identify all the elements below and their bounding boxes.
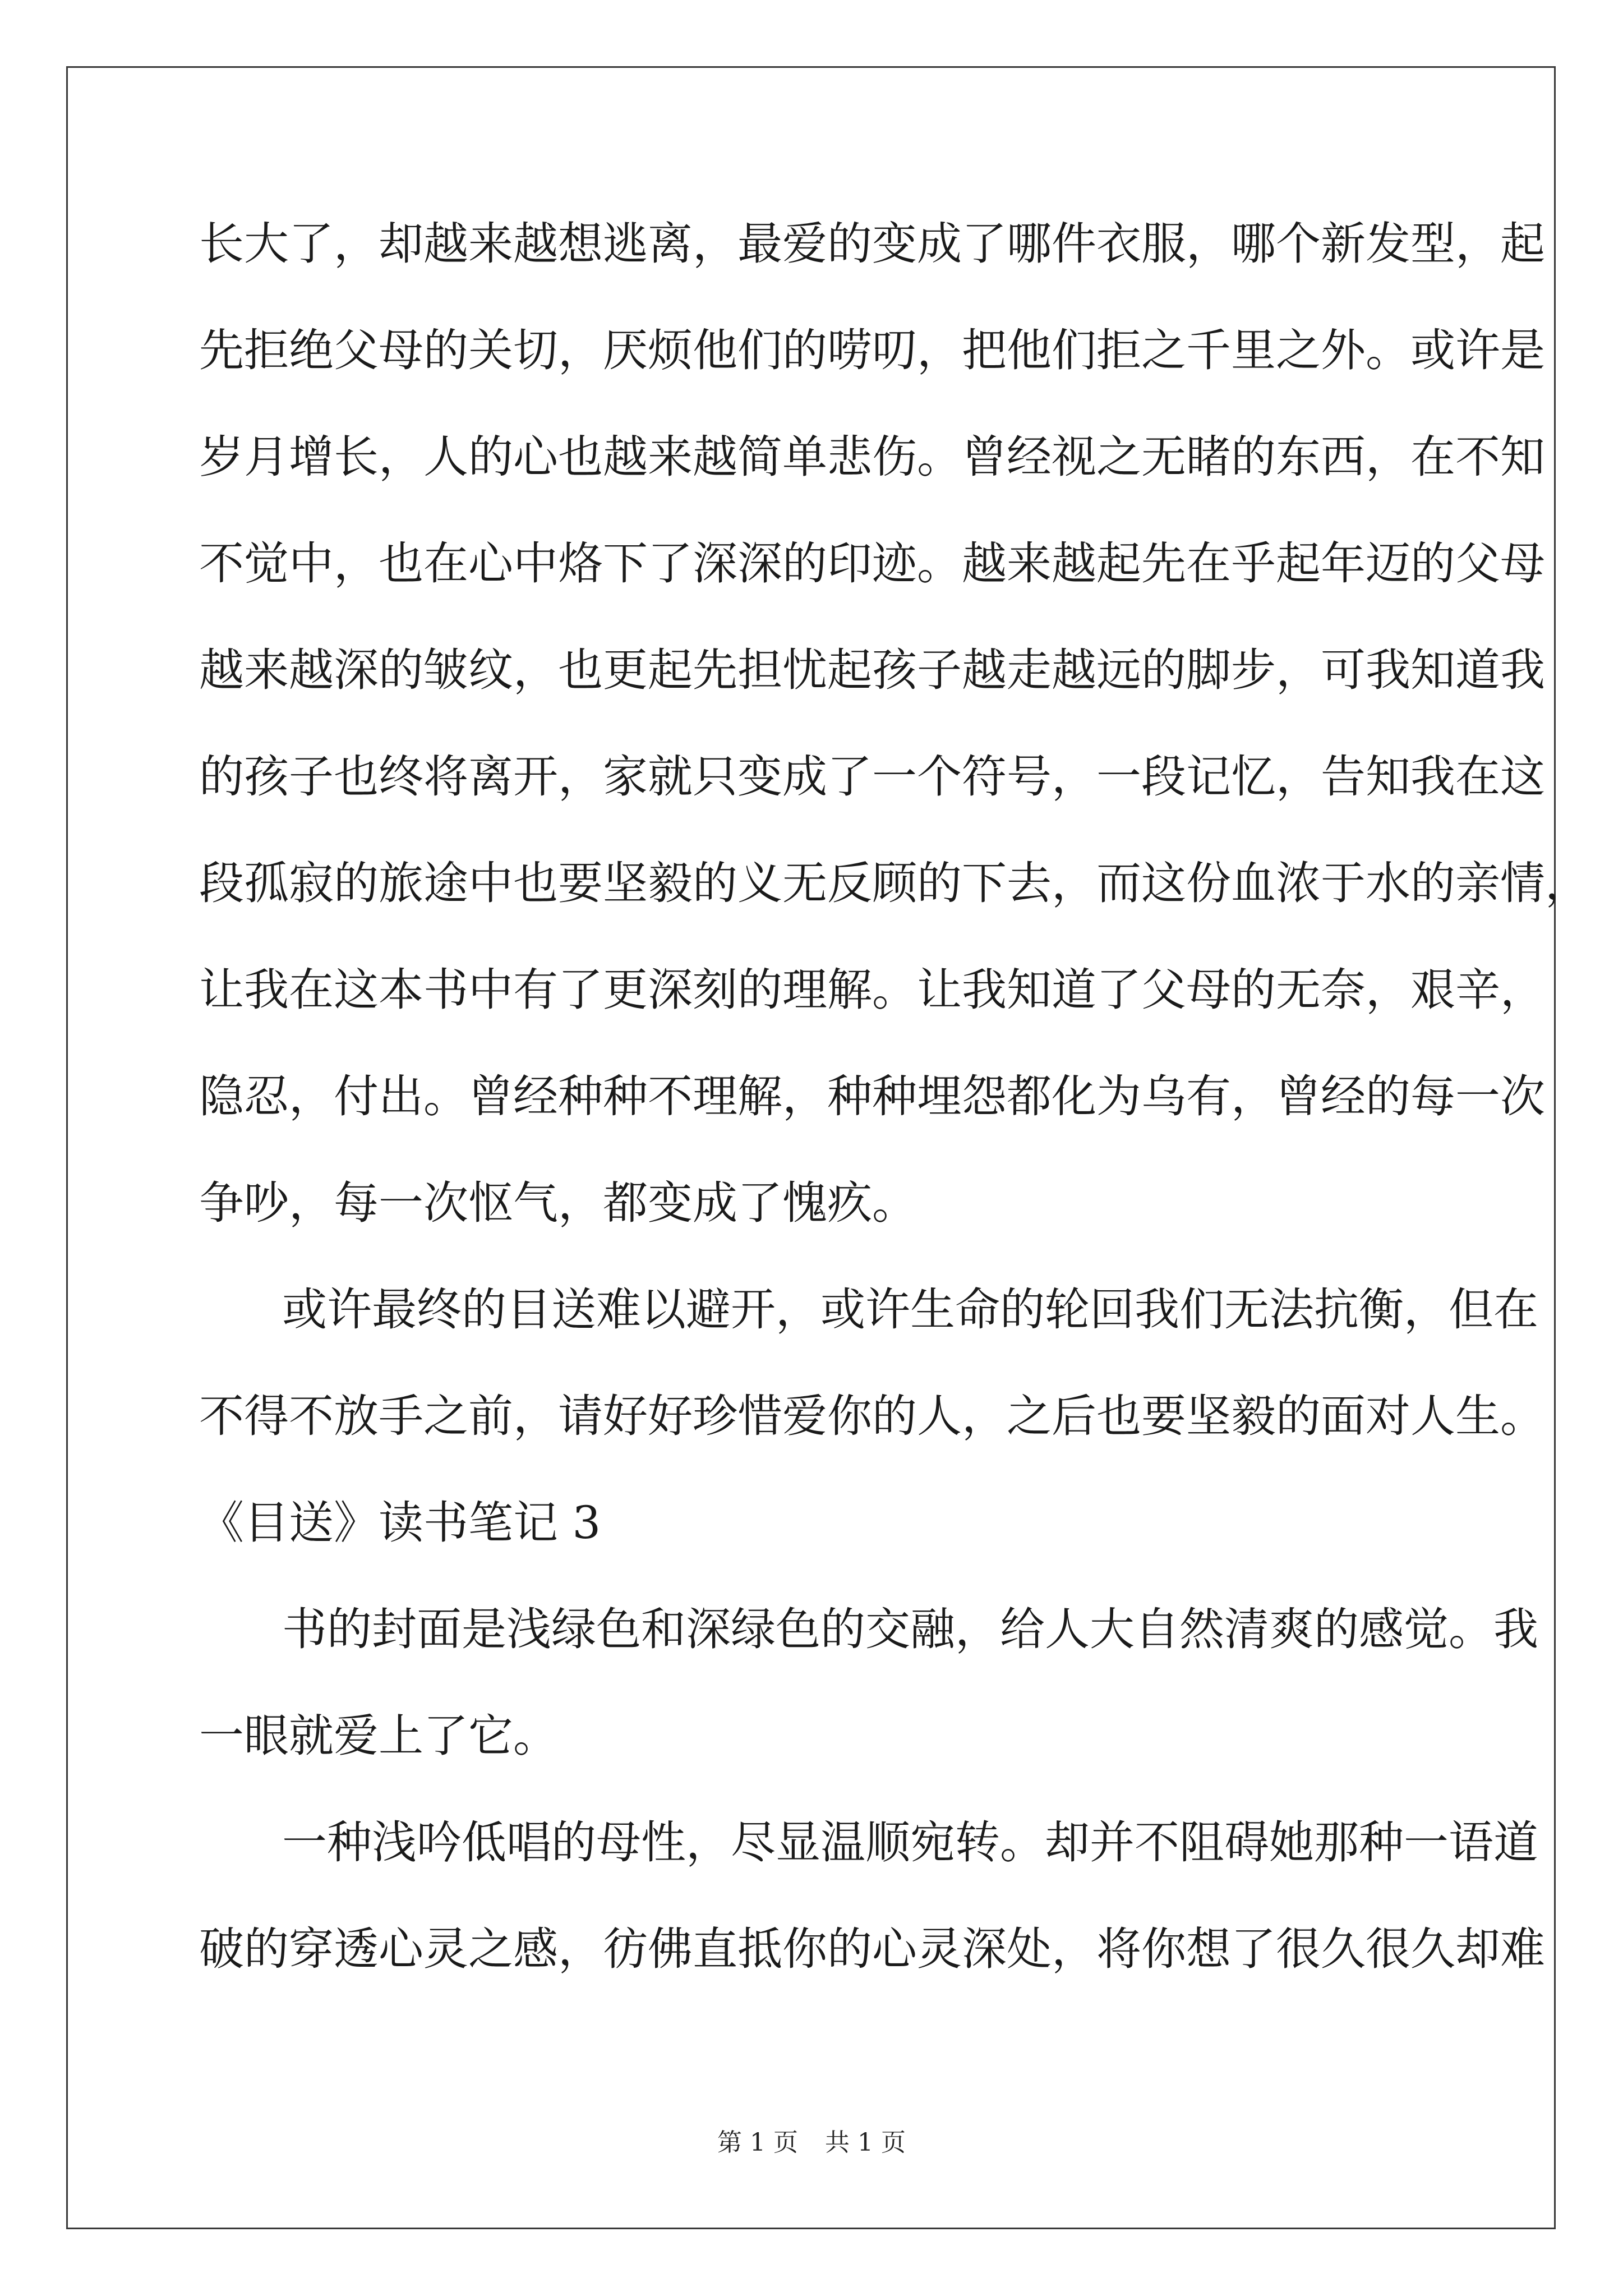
text-line-3: 岁月增长，人的心也越来越简单悲伤。曾经视之无睹的东西，在不知 — [199, 431, 1545, 483]
document-body — [199, 213, 1590, 2025]
text-line-14: 书的封面是浅绿色和深绿色的交融，给人大自然清爽的感觉。我 — [282, 1603, 1538, 1655]
text-line-6: 的孩子也终将离开，家就只变成了一个符号，一段记忆，告知我在这 — [199, 751, 1545, 803]
text-line-2: 先拒绝父母的关切，厌烦他们的唠叨，把他们拒之千里之外。或许是 — [199, 324, 1545, 376]
text-line-16: 一种浅吟低唱的母性，尽显温顺宛转。却并不阻碍她那种一语道 — [282, 1816, 1538, 1869]
page-footer — [0, 2126, 1623, 2160]
text-line-9: 隐忍，付出。曾经种种不理解，种种埋怨都化为乌有，曾经的每一次 — [199, 1070, 1545, 1122]
text-line-5: 越来越深的皱纹，也更起先担忧起孩子越走越远的脚步，可我知道我 — [199, 644, 1545, 696]
text-line-12: 不得不放手之前，请好好珍惜爱你的人，之后也要坚毅的面对人生。 — [199, 1390, 1545, 1442]
section-heading: 《目送》读书笔记 3 — [199, 1497, 601, 1549]
text-line-15: 一眼就爱上了它。 — [199, 1710, 558, 1762]
page-number: 第 1 页 — [717, 2128, 798, 2157]
text-line-4: 不觉中，也在心中烙下了深深的印迹。越来越起先在乎起年迈的父母 — [199, 537, 1545, 590]
text-line-10: 争吵，每一次怄气，都变成了愧疚。 — [199, 1177, 917, 1229]
text-line-17: 破的穿透心灵之感，彷佛直抵你的心灵深处，将你想了很久很久却难 — [199, 1923, 1545, 1975]
text-line-7: 段孤寂的旅途中也要坚毅的义无反顾的下去，而这份血浓于水的亲情， — [199, 857, 1590, 909]
page-total: 共 1 页 — [825, 2128, 906, 2157]
text-line-1: 长大了，却越来越想逃离，最爱的变成了哪件衣服，哪个新发型，起 — [199, 218, 1545, 270]
text-line-11: 或许最终的目送难以避开，或许生命的轮回我们无法抗衡，但在 — [282, 1283, 1538, 1336]
text-line-8: 让我在这本书中有了更深刻的理解。让我知道了父母的无奈，艰辛， — [199, 964, 1545, 1016]
